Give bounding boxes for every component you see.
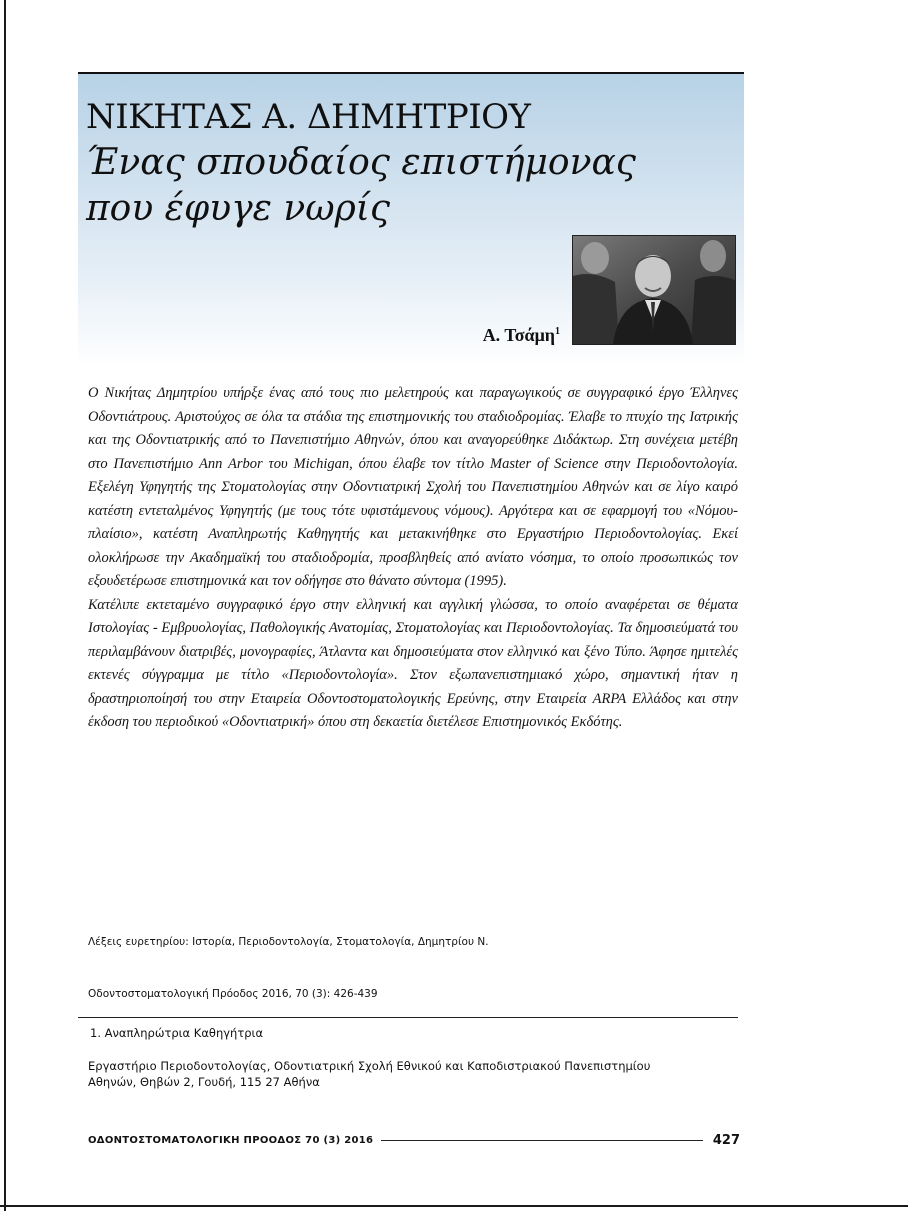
keywords: Λέξεις ευρετηρίου: Ιστορία, Περιοδοντολογία, Στοματολογία, Δημητρίου Ν. — [88, 936, 489, 948]
page-footer — [88, 1130, 740, 1150]
title-line-3: που έφυγε νωρίς — [86, 188, 391, 229]
author-name-text: Α. Τσάμη — [482, 325, 555, 345]
footnote: 1. Αναπληρώτρια Καθηγήτρια — [90, 1026, 264, 1040]
affiliation — [88, 1058, 650, 1090]
article-header — [78, 72, 744, 366]
footer-journal-title: ΟΔΟΝΤΟΣΤΟΜΑΤΟΛΟΓΙΚΗ ΠΡΟΟΔΟΣ 70 (3) 2016 — [88, 1134, 374, 1146]
affiliation-line-2: Αθηνών, Θηβών 2, Γουδή, 115 27 Αθήνα — [88, 1075, 320, 1089]
footnote-divider — [78, 1017, 738, 1018]
article-title — [86, 94, 636, 232]
abstract-paragraph-2: Κατέλιπε εκτεταμένο συγγραφικό έργο στην ελληνική και αγγλική γλώσσα, το οποίο αναφέρεται σε θέματα Ιστολογίας - Εμβρυολογίας, Παθολογικής Ανατομίας, Στοματολογίας και Περιοδοντολογίας. Τα δημοσιεύματά του περιλαμβάνουν διατριβές, μονογραφίες, Άτλαντα και δημοσιεύματα στον ελληνικό και ξένο Τύπο. Άφησε ημιτελές εκτενές σύγγραμμα με τίτλο «Περιοδοντολογία». Στον εξωπανεπιστημιακό χώρο, σημαντική ήταν η δραστηριοποίησή του στην Εταιρεία Οδοντοστοματολογικής Ερεύνης, στην Εταιρεία ARPA Ελλάδος και στην έκδοση του περιοδικού «Οδοντιατρική» όπου στη δεκαετία διετέλεσε Επιστημονικός Εκδότης. — [88, 596, 738, 730]
title-line-1: ΝΙΚΗΤΑΣ Α. ΔΗΜΗΤΡΙΟΥ — [86, 97, 531, 137]
abstract-paragraph-1: Ο Νικήτας Δημητρίου υπήρξε ένας από τους πιο μελετηρούς και παραγωγικούς σε συγγραφικό έργο Έλληνες Οδοντιάτρους. Αριστούχος σε όλα τα στάδια της επιστημονικής του σταδιοδρομίας. Έλαβε το πτυχίο της Ιατρικής και της Οδοντιατρικής από το Πανεπιστήμιο Αθηνών, όπου και αναγορεύθηκε Διδάκτωρ. Στη συνέχεια μετέβη στο Πανεπιστήμιο Ann Arbor του Michigan, όπου έλαβε τον τίτλο Master of Science στην Περιοδοντολογία. Εξελέγη Υφηγητής της Στοματολογίας στην Οδοντιατρική Σχολή του Πανεπιστημίου Αθηνών και σε λίγο καιρό κατέστη εντεταλμένος Υφηγητής (με τους τότε υφιστάμενους νόμους). Αργότερα και σε εφαρμογή του «Νόμου-πλαίσιο», κατέστη Αναπληρωτής Καθηγητής και μετακινήθηκε στο Εργαστήριο Περιοδοντολογίας. Εκεί ολοκλήρωσε την Ακαδημαϊκή του σταδιοδρομία, προσβληθείς από ανίατο νόσημα, το οποίο προσωπικώς τον εξουδετέρωσε επιστημονικά και τον οδήγησε στο θάνατο σύντομα (1995). — [88, 385, 738, 589]
abstract — [88, 382, 738, 735]
page-bottom-border — [0, 1205, 908, 1207]
portrait-illustration — [573, 236, 735, 344]
page-left-border — [4, 0, 6, 1211]
author-name — [483, 325, 560, 346]
page-number: 427 — [712, 1132, 740, 1148]
portrait-photo — [572, 235, 736, 345]
journal-citation: Οδοντοστοματολογική Πρόοδος 2016, 70 (3): 426-439 — [88, 988, 378, 1000]
affiliation-line-1: Εργαστήριο Περιοδοντολογίας, Οδοντιατρική Σχολή Εθνικού και Καποδιστριακού Πανεπιστημίου — [88, 1059, 651, 1073]
title-line-2: Ένας σπουδαίος επιστήμονας — [86, 142, 636, 183]
author-footnote-mark: 1 — [555, 326, 560, 337]
footer-rule — [381, 1140, 703, 1141]
